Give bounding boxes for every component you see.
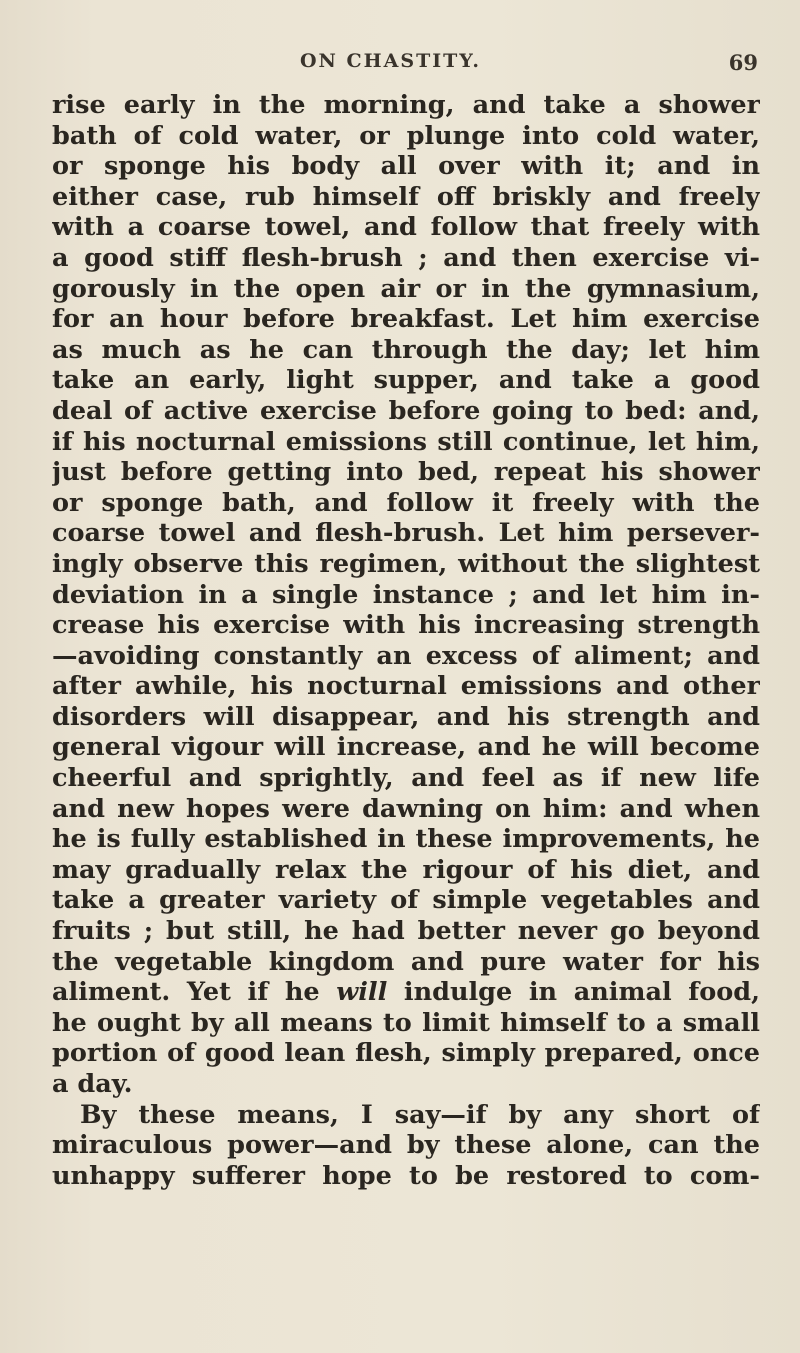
text-line: he is fully established in these improvements, he — [52, 824, 760, 855]
text-line: just before getting into bed, repeat his shower — [52, 457, 760, 488]
text-line: gorously in the open air or in the gymnasium, — [52, 273, 760, 304]
text-line: ingly observe this regimen, without the slightest — [52, 548, 760, 579]
running-head — [0, 50, 800, 80]
text-line: rise early in the morning, and take a shower — [52, 90, 760, 120]
text-line: or sponge bath, and follow it freely with the — [52, 487, 760, 518]
text-line: the vegetable kingdom and pure water for his — [52, 946, 760, 977]
text-line: portion of good lean flesh, simply prepared, once — [52, 1038, 760, 1069]
text-line: take an early, light supper, and take a good — [52, 365, 760, 396]
text-line: unhappy sufferer hope to be restored to com- — [52, 1160, 760, 1191]
text-line: after awhile, his nocturnal emissions and other — [52, 671, 760, 702]
text-line: miraculous power—and by these alone, can the — [52, 1130, 760, 1161]
text-line: fruits ; but still, he had better never go beyond — [52, 916, 760, 947]
italic-word: will — [336, 977, 388, 1008]
text-line: a good stiff flesh-brush ; and then exercise vi- — [52, 242, 760, 273]
text-line: may gradually relax the rigour of his diet, and — [52, 854, 760, 885]
text-line: or sponge his body all over with it; and in — [52, 151, 760, 182]
running-title: ON CHASTITY. — [300, 50, 481, 72]
text-line: as much as he can through the day; let him — [52, 334, 760, 365]
body-text — [52, 90, 760, 1191]
text-line: coarse towel and flesh-brush. Let him persever- — [52, 518, 760, 549]
text-line: cheerful and sprightly, and feel as if new life — [52, 763, 760, 794]
text-line: general vigour will increase, and he will become — [52, 732, 760, 763]
text-line: with a coarse towel, and follow that freely with — [52, 212, 760, 243]
text-line: deal of active exercise before going to bed: and, — [52, 395, 760, 426]
text-segment: aliment. Yet if he — [52, 977, 337, 1008]
text-line: for an hour before breakfast. Let him exercise — [52, 304, 760, 335]
text-line: a day. — [52, 1069, 133, 1099]
text-line: deviation in a single instance ; and let him in- — [52, 579, 760, 610]
page-number: 69 — [728, 50, 758, 75]
text-line: if his nocturnal emissions still continue, let him, — [52, 426, 760, 457]
text-line: and new hopes were dawning on him: and when — [52, 793, 760, 824]
text-line: take a greater variety of simple vegetables and — [52, 885, 760, 916]
text-line: By these means, I say—if by any short of — [80, 1099, 760, 1130]
text-segment: indulge in animal food, — [387, 977, 760, 1008]
text-line: crease his exercise with his increasing strength — [52, 610, 760, 641]
text-line: bath of cold water, or plunge into cold water, — [52, 120, 760, 151]
text-line: either case, rub himself off briskly and freely — [52, 181, 760, 212]
text-line: disorders will disappear, and his strength and — [52, 701, 760, 732]
text-line: he ought by all means to limit himself to a small — [52, 1007, 760, 1038]
text-line: —avoiding constantly an excess of aliment; and — [52, 640, 760, 671]
text-line-italic — [52, 977, 760, 1008]
